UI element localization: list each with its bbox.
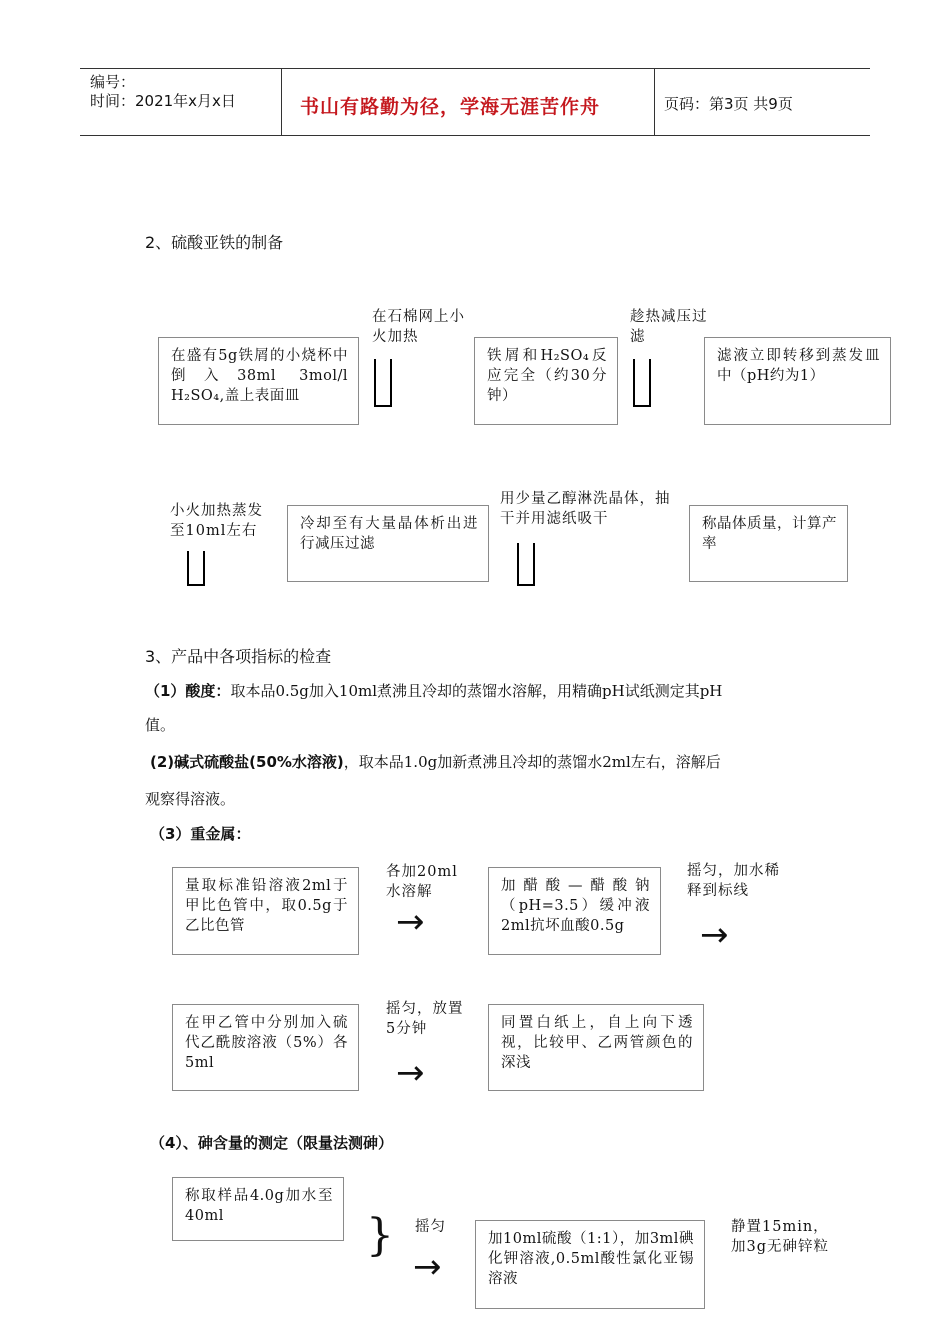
acidity-paragraph xyxy=(145,681,825,701)
basic-sulfate-text: ，取本品1.0g加新煮沸且冷却的蒸馏水2ml左右，溶解后 xyxy=(343,753,721,771)
heavy-step-box-2 xyxy=(488,867,661,955)
down-arrow-icon xyxy=(374,359,392,407)
down-arrow-icon xyxy=(517,543,535,586)
header-motto: 书山有路勤为径，学海无涯苦作舟 xyxy=(300,96,601,118)
prep-note-heat: 在石棉网上小火加热 xyxy=(372,309,465,345)
prep-step-box-1 xyxy=(158,337,359,425)
basic-sulfate-label: (2)碱式硫酸盐(50%水溶液) xyxy=(150,753,344,771)
header-code-label: 编号： xyxy=(90,73,136,91)
basic-sulfate-paragraph xyxy=(150,752,830,772)
header-page-label: 页码：第3页 共9页 xyxy=(664,95,793,113)
header-date-label: 时间：2021年x月x日 xyxy=(90,92,236,110)
prep-note-evaporate: 小火加热蒸发至10ml左右 xyxy=(170,503,263,539)
prep-step-box-2 xyxy=(474,337,618,425)
arsenic-step-1-text: 称取样品4.0g加水至40ml xyxy=(185,1188,333,1224)
basic-sulfate-continued: 观察得溶液。 xyxy=(145,790,236,808)
arsenic-note-zinc: 静置15min，加3g无砷锌粒 xyxy=(731,1219,830,1255)
brace-icon: } xyxy=(366,1210,394,1261)
prep-step-5-text: 称晶体质量，计算产率 xyxy=(702,516,837,552)
arsenic-step-box-1 xyxy=(172,1177,344,1241)
heavy-note-dissolve: 各加20ml水溶解 xyxy=(386,864,458,900)
prep-step-3-text: 滤液立即转移到蒸发皿中（pH约为1） xyxy=(717,348,880,384)
arsenic-step-2-text: 加10ml硫酸（1:1），加3ml碘化钾溶液,0.5ml酸性氯化亚锡溶液 xyxy=(488,1231,694,1287)
acidity-text: 取本品0.5g加入10ml煮沸且冷却的蒸馏水溶解，用精确pH试纸测定其pH xyxy=(230,682,723,700)
heavy-step-box-3 xyxy=(172,1004,359,1091)
section-2-title: 2、硫酸亚铁的制备 xyxy=(145,233,284,252)
down-arrow-icon xyxy=(187,551,205,586)
acidity-label: （1）酸度： xyxy=(145,682,231,700)
heavy-step-box-1 xyxy=(172,867,359,955)
right-arrow-icon: → xyxy=(396,1053,425,1093)
header-top-rule xyxy=(80,68,870,69)
heavy-note-dilute: 摇匀，加水稀释到标线 xyxy=(687,863,780,899)
section-3-title: 3、产品中各项指标的检查 xyxy=(145,647,332,666)
prep-note-wash: 用少量乙醇淋洗晶体，抽干并用滤纸吸干 xyxy=(500,491,671,527)
heavy-step-3-text: 在甲乙管中分别加入硫代乙酰胺溶液（5%）各5ml xyxy=(185,1015,348,1071)
prep-step-2-text: 铁屑和H₂SO₄反应完全（约30分钟） xyxy=(487,348,607,404)
prep-step-1-text: 在盛有5g铁屑的小烧杯中倒入38ml 3mol/l H₂SO₄,盖上表面皿 xyxy=(171,348,348,404)
right-arrow-icon: → xyxy=(413,1247,442,1287)
prep-step-box-3 xyxy=(704,337,891,425)
arsenic-note-shake: 摇匀 xyxy=(415,1219,446,1235)
right-arrow-icon: → xyxy=(396,902,425,942)
heavy-metal-label: （3）重金属： xyxy=(150,825,251,843)
heavy-step-2-text: 加醋酸—醋酸钠（pH=3.5）缓冲液2ml抗坏血酸0.5g xyxy=(501,878,650,934)
arsenic-step-box-2 xyxy=(475,1220,705,1309)
prep-step-box-4 xyxy=(287,505,489,582)
heavy-step-4-text: 同置白纸上，自上向下透视，比较甲、乙两管颜色的深浅 xyxy=(501,1015,693,1071)
arsenic-label: （4）、砷含量的测定（限量法测砷） xyxy=(150,1134,393,1152)
prep-note-filter: 趁热减压过滤 xyxy=(630,309,708,345)
down-arrow-icon xyxy=(633,359,651,407)
header-divider-1 xyxy=(281,68,282,136)
prep-step-box-5 xyxy=(689,505,848,582)
right-arrow-icon: → xyxy=(700,915,729,955)
heavy-step-1-text: 量取标准铅溶液2ml于甲比色管中，取0.5g于乙比色管 xyxy=(185,878,348,934)
header-divider-2 xyxy=(654,68,655,136)
prep-step-4-text: 冷却至有大量晶体析出进行减压过滤 xyxy=(300,516,478,552)
acidity-continued: 值。 xyxy=(145,716,176,734)
heavy-note-wait: 摇匀，放置5分钟 xyxy=(386,1001,464,1037)
header-bottom-rule xyxy=(80,135,870,136)
heavy-step-box-4 xyxy=(488,1004,704,1091)
